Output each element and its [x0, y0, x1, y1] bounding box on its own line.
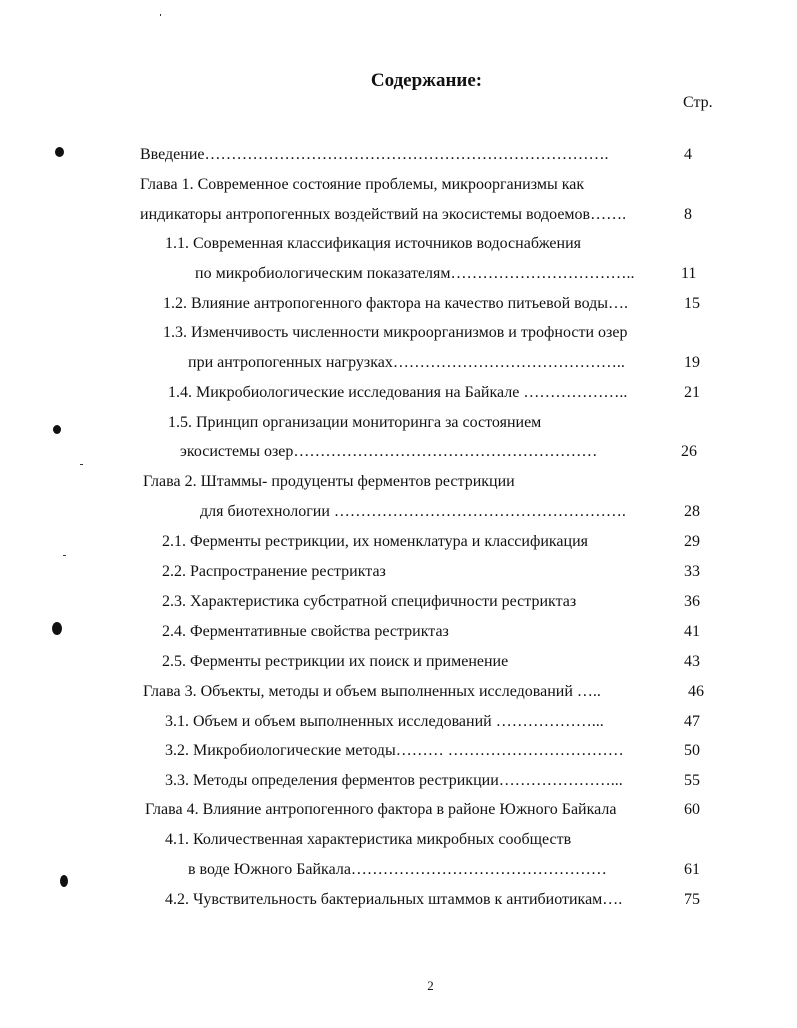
toc-entry-page: 4 — [684, 146, 692, 163]
scan-mark — [60, 875, 68, 887]
scan-speck — [63, 555, 66, 556]
toc-entry-page: 21 — [684, 384, 700, 401]
toc-entry-page: 41 — [684, 623, 700, 640]
toc-entry-page: 46 — [688, 683, 704, 700]
toc-entry-text: 1.3. Изменчивость численности микроорганизмов и трофности озер — [163, 324, 628, 341]
toc-entry-text: 1.5. Принцип организации мониторинга за состоянием — [168, 414, 542, 431]
toc-entry-page: 61 — [684, 861, 700, 878]
toc-entry-text: 2.1. Ферменты рестрикции, их номенклатура и классификация — [162, 533, 589, 550]
toc-entry-text: 1.1. Современная классификация источников водоснабжения — [165, 235, 581, 252]
scan-mark — [55, 147, 64, 157]
toc-entry-page: 60 — [684, 801, 700, 818]
toc-entry-page: 11 — [681, 265, 697, 282]
toc-entry-page: 43 — [684, 653, 700, 670]
toc-entry-text: по микробиологическим показателям…………………………….. — [195, 265, 635, 282]
toc-entry-text: Глава 3. Объекты, методы и объем выполненных исследований ….. — [143, 683, 601, 700]
toc-entry-page: 55 — [684, 772, 700, 789]
toc-entry-text: 2.5. Ферменты рестрикции их поиск и применение — [162, 653, 509, 670]
scan-mark — [52, 622, 62, 635]
scan-speck — [160, 14, 161, 16]
toc-entry-page: 19 — [684, 354, 700, 371]
toc-entry-page: 36 — [684, 593, 700, 610]
toc-entry-page: 8 — [684, 206, 692, 223]
toc-entry-text: 4.1. Количественная характеристика микробных сообществ — [165, 831, 572, 848]
toc-entry-text: Введение…………………………………………………………………. — [140, 146, 609, 163]
toc-entry-text: 2.4. Ферментативные свойства рестриктаз — [162, 623, 449, 640]
toc-entry-page: 33 — [684, 563, 700, 580]
toc-entry-text: 2.3. Характеристика субстратной специфичности рестриктаз — [162, 593, 577, 610]
toc-entry-text: 3.3. Методы определения ферментов рестрикции…………………... — [165, 772, 623, 789]
toc-entry-text: Глава 4. Влияние антропогенного фактора в районе Южного Байкала — [145, 801, 617, 818]
toc-entry-text: 2.2. Распространение рестриктаз — [162, 563, 386, 580]
scan-speck — [80, 464, 83, 465]
toc-entry-page: 47 — [684, 713, 700, 730]
page-title: Содержание: — [370, 70, 483, 91]
toc-entry-page: 75 — [684, 891, 700, 908]
toc-entry-page: 28 — [684, 503, 700, 520]
toc-entry-text: Глава 2. Штаммы- продуценты ферментов рестрикции — [143, 473, 515, 490]
toc-entry-page: 26 — [681, 443, 697, 460]
page-column-header: Стр. — [683, 94, 713, 111]
toc-entry-text: для биотехнологии ………………………………………………. — [200, 503, 626, 520]
toc-entry-page: 29 — [684, 533, 700, 550]
toc-entry-text: 4.2. Чувствительность бактериальных штаммов к антибиотикам…. — [165, 891, 623, 908]
page-number: 2 — [427, 978, 434, 993]
scan-mark — [53, 425, 61, 434]
toc-entry-text: Глава 1. Современное состояние проблемы, микроорганизмы как — [140, 176, 585, 193]
toc-entry-text: 1.2. Влияние антропогенного фактора на качество питьевой воды…. — [163, 295, 629, 312]
toc-entry-text: 3.1. Объем и объем выполненных исследований ………………... — [165, 713, 604, 730]
toc-entry-page: 50 — [684, 742, 700, 759]
toc-entry-text: в воде Южного Байкала………………………………………… — [188, 861, 607, 878]
toc-entry-text: 3.2. Микробиологические методы……… …………………………… — [165, 742, 624, 759]
toc-entry-text: экосистемы озер………………………………………………… — [180, 443, 598, 460]
toc-entry-page: 15 — [684, 295, 700, 312]
toc-entry-text: 1.4. Микробиологические исследования на Байкале ……………….. — [168, 384, 628, 401]
toc-entry-text: при антропогенных нагрузках…………………………………….. — [188, 354, 625, 371]
toc-entry-text: индикаторы антропогенных воздействий на экосистемы водоемов……. — [140, 206, 627, 223]
